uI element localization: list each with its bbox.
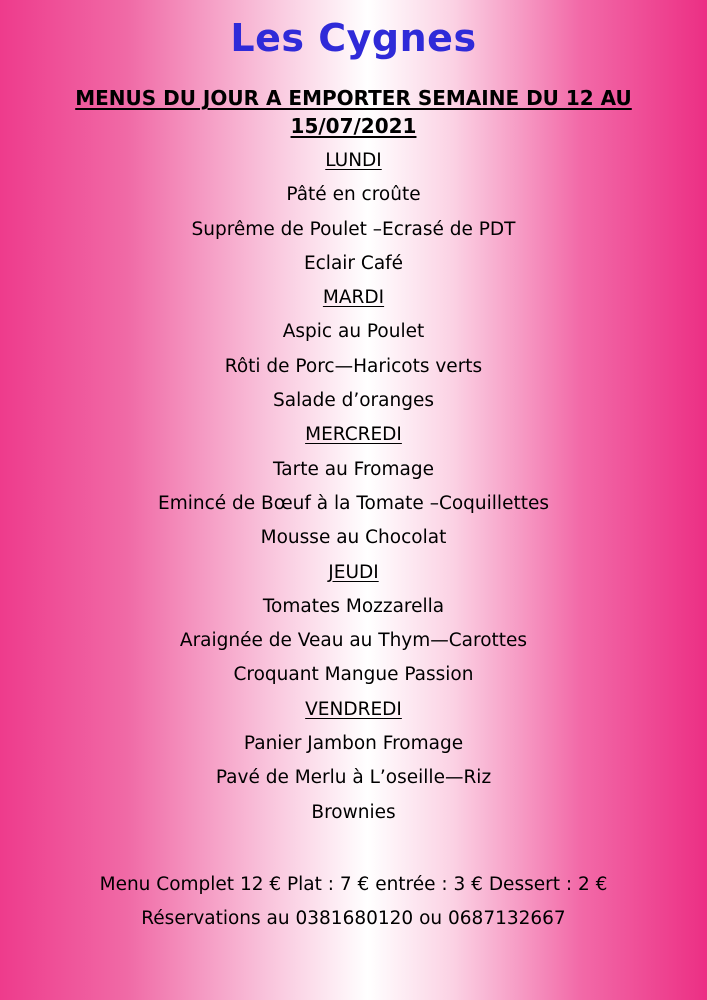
dish-lundi-main: Suprême de Poulet –Ecrasé de PDT [191,218,516,240]
dish-vendredi-starter: Panier Jambon Fromage [243,733,464,755]
dish-jeudi-main: Araignée de Veau au Thym—Carottes [179,630,528,652]
dish-vendredi-main: Pavé de Merlu à L’oseille—Riz [215,767,492,789]
day-heading-lundi: LUNDI [325,150,382,171]
reservation-phone: Réservations au 0381680120 ou 0687132667 [141,908,566,929]
dish-jeudi-dessert: Croquant Mangue Passion [233,664,474,686]
dish-lundi-starter: Pâté en croûte [286,184,421,206]
menu-subtitle-text: MENUS DU JOUR A EMPORTER SEMAINE DU 12 AU 15/07/2021 [75,86,632,138]
dish-mardi-dessert: Salade d’oranges [273,390,434,412]
day-heading-jeudi: JEUDI [328,561,379,583]
dish-mercredi-dessert: Mousse au Chocolat [260,527,447,549]
day-heading-mardi: MARDI [322,287,385,309]
dish-mercredi-starter: Tarte au Fromage [273,458,434,480]
restaurant-title: Les Cygnes [230,16,477,60]
footer-info [0,868,707,936]
menu-subtitle [40,84,667,140]
dish-mardi-starter: Aspic au Poulet [282,321,425,343]
weekly-menu [0,144,707,830]
dish-mardi-main: Rôti de Porc—Haricots verts [224,355,483,377]
dish-mercredi-main: Emincé de Bœuf à la Tomate –Coquillettes [158,492,549,514]
dish-vendredi-dessert: Brownies [311,801,396,823]
dish-jeudi-starter: Tomates Mozzarella [262,595,445,617]
dish-lundi-dessert: Eclair Café [303,252,404,274]
day-heading-mercredi: MERCREDI [305,424,402,446]
day-heading-vendredi: VENDREDI [305,698,402,720]
price-list: Menu Complet 12 € Plat : 7 € entrée : 3 € Dessert : 2 € [99,874,608,895]
